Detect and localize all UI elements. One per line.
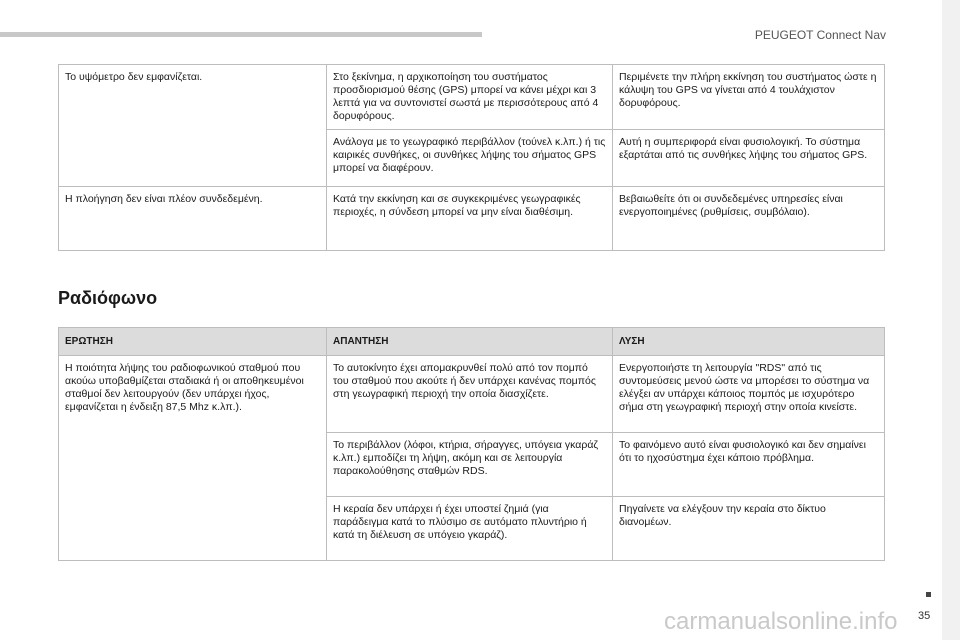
cause-cell: Στο ξεκίνημα, η αρχικοποίηση του συστήματος προσδιορισμού θέσης (GPS) μπορεί να κάνει μέχρι και 3 λεπτά για να συντονιστεί σωστά με περισσότερους από 4 δορυφόρους. bbox=[327, 65, 613, 130]
table-row bbox=[59, 187, 885, 251]
solution-cell: Βεβαιωθείτε ότι οι συνδεδεμένες υπηρεσίες είναι ενεργοποιημένες (ρυθμίσεις, συμβόλαιο). bbox=[613, 187, 885, 251]
cause-cell: Ανάλογα με το γεωγραφικό περιβάλλον (τούνελ κ.λπ.) ή τις καιρικές συνθήκες, οι συνθήκες λήψης του σήματος GPS μπορεί να διαφέρουν. bbox=[327, 130, 613, 187]
cause-cell: Το αυτοκίνητο έχει απομακρυνθεί πολύ από τον πομπό του σταθμού που ακούτε ή δεν υπάρχει κανένας πομπός στη γεωγραφική περιοχή την οποία διασχίζετε. bbox=[327, 356, 613, 433]
watermark: carmanualsonline.info bbox=[664, 608, 898, 635]
header-bar bbox=[0, 32, 482, 37]
solution-cell: Το φαινόμενο αυτό είναι φυσιολογικό και δεν σημαίνει ότι το ηχοσύστημα έχει κάποιο πρόβλημα. bbox=[613, 433, 885, 497]
column-header-answer: ΑΠΑΝΤΗΣΗ bbox=[327, 328, 613, 356]
cause-cell: Η κεραία δεν υπάρχει ή έχει υποστεί ζημιά (για παράδειγμα κατά το πλύσιμο σε αυτόματο πλυντήριο ή κατά τη διέλευση σε υπόγειο γκαράζ). bbox=[327, 497, 613, 561]
page-edge-strip bbox=[942, 0, 960, 640]
solution-cell: Πηγαίνετε να ελέγξουν την κεραία στο δίκτυο διανομέων. bbox=[613, 497, 885, 561]
troubleshooting-table-navigation bbox=[58, 64, 885, 251]
page-number: 35 bbox=[918, 610, 931, 622]
solution-cell: Αυτή η συμπεριφορά είναι φυσιολογική. Το σύστημα εξαρτάται από τις συνθήκες λήψης του σήματος GPS. bbox=[613, 130, 885, 187]
solution-cell: Περιμένετε την πλήρη εκκίνηση του συστήματος ώστε η κάλυψη του GPS να γίνεται από 4 τουλάχιστον δορυφόρους. bbox=[613, 65, 885, 130]
page-marker bbox=[926, 592, 931, 597]
troubleshooting-table-radio bbox=[58, 327, 885, 561]
column-header-question: ΕΡΩΤΗΣΗ bbox=[59, 328, 327, 356]
cause-cell: Το περιβάλλον (λόφοι, κτήρια, σήραγγες, υπόγεια γκαράζ κ.λπ.) εμποδίζει τη λήψη, ακόμη και σε λειτουργία παρακολούθησης σταθμών RDS. bbox=[327, 433, 613, 497]
table-row bbox=[59, 356, 885, 433]
question-cell: Το υψόμετρο δεν εμφανίζεται. bbox=[59, 65, 327, 187]
table-header-row bbox=[59, 328, 885, 356]
header-title: PEUGEOT Connect Nav bbox=[754, 28, 886, 42]
column-header-solution: ΛΥΣΗ bbox=[613, 328, 885, 356]
section-title: Ραδιόφωνο bbox=[58, 288, 158, 308]
question-cell: Η πλοήγηση δεν είναι πλέον συνδεδεμένη. bbox=[59, 187, 327, 251]
cause-cell: Κατά την εκκίνηση και σε συγκεκριμένες γεωγραφικές περιοχές, η σύνδεση μπορεί να μην είναι διαθέσιμη. bbox=[327, 187, 613, 251]
table-row bbox=[59, 65, 885, 130]
solution-cell: Ενεργοποιήστε τη λειτουργία "RDS" από τις συντομεύσεις μενού ώστε να μπορέσει το σύστημα να ελέγξει αν υπάρχει κάποιος πομπός με ισχυρότερο σήμα στη γεωγραφική περιοχή στην οποία κινείστε. bbox=[613, 356, 885, 433]
question-cell: Η ποιότητα λήψης του ραδιοφωνικού σταθμού που ακούω υποβαθμίζεται σταδιακά ή οι αποθηκευμένοι σταθμοί δεν λειτουργούν (δεν υπάρχει ήχος, εμφανίζεται η ένδειξη 87,5 Mhz κ.λπ.). bbox=[59, 356, 327, 561]
